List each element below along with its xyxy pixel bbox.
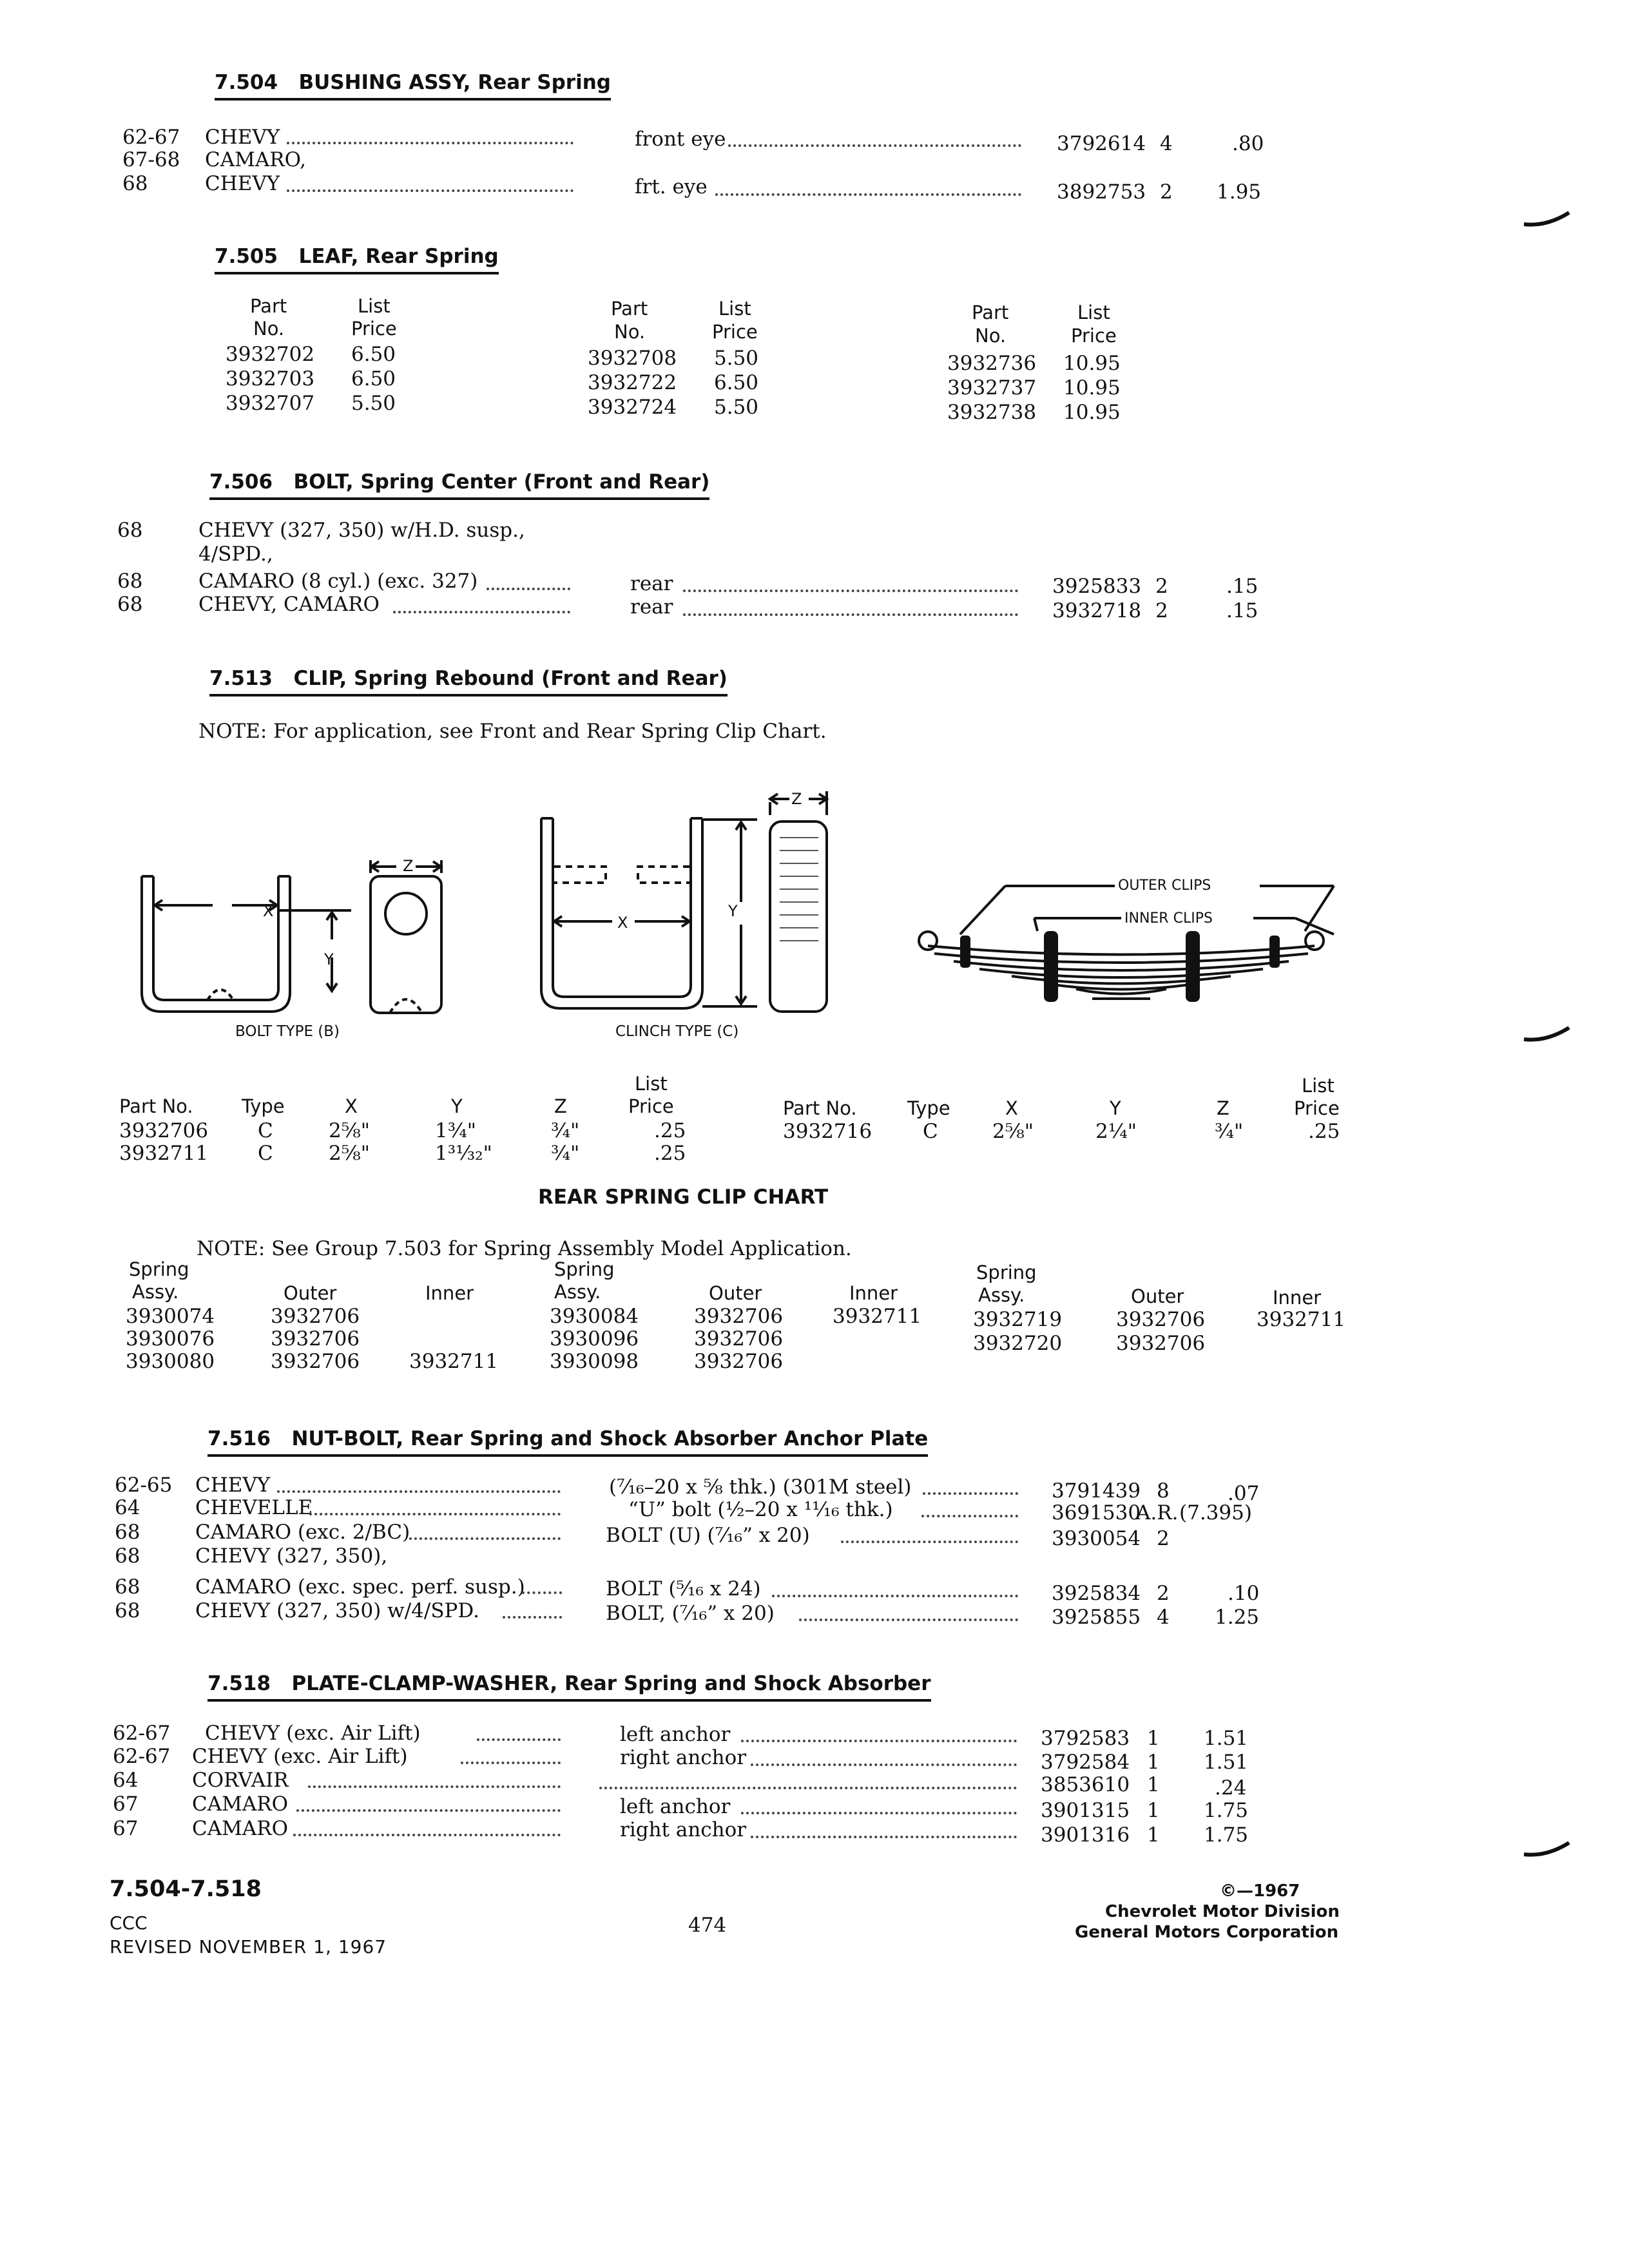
row-desc: “U” bolt (½–20 x ¹¹⁄₁₆ thk.)	[628, 1498, 893, 1521]
row-part: 3792584	[1041, 1751, 1130, 1774]
clip-z: ¾"	[551, 1119, 580, 1142]
fig-x-label: X	[617, 914, 628, 932]
row-qty: 1	[1147, 1773, 1160, 1796]
row-qty: 2	[1155, 575, 1168, 598]
col-head-outer: Outer	[709, 1282, 762, 1304]
outer-clips-label: OUTER CLIPS	[1118, 878, 1211, 894]
clip-x: 2⅝"	[329, 1119, 371, 1142]
row-qty: 2	[1157, 1527, 1170, 1550]
row-desc: BOLT (U) (⁷⁄₁₆” x 20)	[606, 1524, 810, 1547]
leaf-part: 3932738	[947, 401, 1037, 424]
row-model: CAMARO (exc. 2/BC)	[195, 1521, 410, 1544]
row-price: 1.51	[1204, 1751, 1249, 1774]
footer-section-range: 7.504-7.518	[110, 1876, 262, 1902]
margin-mark	[1521, 1021, 1572, 1047]
row-qty: 1	[1147, 1799, 1160, 1822]
row-price: 1.51	[1204, 1727, 1249, 1750]
row-part: 3901316	[1041, 1823, 1130, 1847]
clip-price: .25	[1308, 1120, 1340, 1143]
col-head-inner: Inner	[849, 1282, 898, 1304]
col-head-z: Z	[554, 1095, 567, 1117]
clip-chart-title: REAR SPRING CLIP CHART	[538, 1186, 829, 1209]
section-number: 7.504	[215, 71, 278, 94]
section-title: CLIP, Spring Rebound (Front and Rear)	[293, 667, 728, 690]
row-year: 67-68	[122, 148, 180, 171]
footer-corporation: General Motors Corporation	[1075, 1923, 1339, 1942]
row-desc: BOLT (⁵⁄₁₆ x 24)	[606, 1577, 761, 1600]
row-price: .07	[1228, 1482, 1260, 1505]
clip-z: ¾"	[551, 1142, 580, 1165]
section-header-7505	[215, 245, 499, 274]
row-model: CHEVY (327, 350) w/H.D. susp.,	[198, 519, 525, 542]
col-head-y: Y	[1110, 1097, 1121, 1119]
col-head-part: Part No.	[119, 1095, 193, 1117]
leaf-part: 3932707	[226, 392, 315, 415]
chart-outer: 3932706	[271, 1305, 360, 1328]
col-head-list: List	[718, 298, 751, 320]
col-head-no: No.	[614, 321, 646, 343]
fig-y-label: Y	[324, 950, 334, 968]
clinch-type-caption: CLINCH TYPE (C)	[615, 1023, 739, 1040]
row-price: 1.25	[1215, 1606, 1260, 1629]
row-model: CHEVY (exc. Air Lift)	[192, 1745, 408, 1768]
leaf-part: 3932708	[588, 347, 677, 370]
row-part: 3853610	[1041, 1773, 1130, 1796]
chart-assy: 3930096	[550, 1327, 639, 1350]
clip-part: 3932711	[119, 1142, 209, 1165]
row-part: 3901315	[1041, 1799, 1130, 1822]
chart-inner: 3932711	[1257, 1308, 1346, 1331]
row-desc: rear	[630, 595, 673, 619]
section-number: 7.518	[207, 1672, 271, 1695]
bolt-type-clip-diagram	[142, 860, 441, 1013]
col-head-type: Type	[907, 1097, 950, 1119]
section-title: NUT-BOLT, Rear Spring and Shock Absorber Anchor Plate	[291, 1427, 929, 1450]
row-price: (7.395)	[1179, 1501, 1252, 1524]
col-head-assy: Assy.	[132, 1281, 179, 1303]
col-head-price: Price	[1071, 325, 1117, 347]
col-head-outer: Outer	[1131, 1285, 1184, 1307]
row-part: 3925833	[1052, 575, 1142, 598]
row-year: 68	[115, 1544, 140, 1568]
row-year: 67	[113, 1792, 139, 1816]
row-year: 68	[115, 1521, 140, 1544]
chart-outer: 3932706	[1116, 1308, 1206, 1331]
row-year: 64	[115, 1496, 140, 1519]
row-desc: left anchor	[620, 1795, 731, 1818]
row-part: 3932718	[1052, 599, 1142, 622]
col-head-spring: Spring	[129, 1258, 189, 1280]
col-head-list: List	[635, 1073, 668, 1095]
clip-y: 2¼"	[1095, 1120, 1137, 1143]
col-head-part: Part	[972, 302, 1009, 323]
col-head-list: List	[358, 295, 390, 317]
col-head-x: X	[1005, 1097, 1018, 1119]
col-head-list: List	[1302, 1075, 1335, 1097]
row-price: .15	[1226, 575, 1258, 598]
row-desc: right anchor	[620, 1818, 747, 1841]
row-part: 3791439	[1052, 1479, 1141, 1503]
fig-x-label: X	[263, 902, 274, 920]
row-qty: 2	[1157, 1582, 1170, 1605]
row-part: 3792583	[1041, 1727, 1130, 1750]
clip-y: 1¾"	[435, 1119, 477, 1142]
fig-z-label: Z	[791, 790, 802, 808]
chart-outer: 3932706	[1116, 1332, 1206, 1355]
row-qty: 4	[1157, 1606, 1170, 1629]
row-part: 3691530	[1052, 1501, 1141, 1524]
page-number: 474	[688, 1914, 727, 1937]
bolt-type-caption: BOLT TYPE (B)	[235, 1023, 340, 1040]
row-qty: 8	[1157, 1479, 1170, 1503]
row-year: 68	[117, 570, 143, 593]
clip-part: 3932706	[119, 1119, 209, 1142]
clip-type: C	[258, 1142, 273, 1165]
clip-x: 2⅝"	[992, 1120, 1034, 1143]
section-number: 7.516	[207, 1427, 271, 1450]
row-part: 3925834	[1052, 1582, 1141, 1605]
col-head-y: Y	[451, 1095, 463, 1117]
row-year: 62-65	[115, 1474, 173, 1497]
section-header-7504	[215, 71, 611, 101]
row-qty: 1	[1147, 1823, 1160, 1847]
clip-type: C	[923, 1120, 938, 1143]
row-part: 3792614	[1057, 132, 1146, 155]
leaf-part: 3932722	[588, 371, 677, 394]
fig-z-label: Z	[403, 857, 414, 875]
chart-outer: 3932706	[271, 1327, 360, 1350]
chart-assy: 3932719	[973, 1308, 1063, 1331]
row-desc: right anchor	[620, 1746, 747, 1769]
chart-assy: 3930076	[126, 1327, 215, 1350]
col-head-spring: Spring	[554, 1258, 615, 1280]
section-number: 7.505	[215, 245, 278, 268]
col-head-no: No.	[975, 325, 1007, 347]
footer-ccc: CCC	[110, 1912, 148, 1934]
clip-chart-note: NOTE: See Group 7.503 for Spring Assembly Model Application.	[197, 1237, 852, 1260]
leaf-price: 6.50	[714, 371, 759, 394]
row-model: CHEVY, CAMARO	[198, 593, 380, 616]
row-part: 3930054	[1052, 1527, 1141, 1550]
row-desc: front eye	[635, 128, 726, 151]
col-head-no: No.	[253, 318, 285, 340]
application-note: NOTE: For application, see Front and Rear Spring Clip Chart.	[198, 720, 827, 743]
col-head-type: Type	[242, 1095, 285, 1117]
row-desc: (⁷⁄₁₆–20 x ⅝ thk.) (301M steel)	[609, 1475, 912, 1499]
row-qty: 1	[1147, 1751, 1160, 1774]
col-head-part: Part	[611, 298, 648, 320]
col-head-price: Price	[628, 1095, 674, 1117]
row-year: 62-67	[113, 1745, 171, 1768]
row-year: 68	[117, 593, 143, 616]
chart-outer: 3932706	[694, 1327, 784, 1350]
clip-price: .25	[654, 1119, 686, 1142]
row-desc: BOLT, (⁷⁄₁₆” x 20)	[606, 1602, 775, 1625]
row-qty: 4	[1160, 132, 1173, 155]
row-model: CHEVELLE	[195, 1496, 313, 1519]
col-head-z: Z	[1217, 1097, 1229, 1119]
row-year: 62-67	[122, 126, 180, 149]
row-year: 67	[113, 1817, 139, 1840]
leaf-price: 5.50	[714, 347, 759, 370]
section-title: PLATE-CLAMP-WASHER, Rear Spring and Shock Absorber	[291, 1672, 931, 1695]
clip-x: 2⅝"	[329, 1142, 371, 1165]
col-head-inner: Inner	[425, 1282, 474, 1304]
leaf-price: 10.95	[1063, 401, 1121, 424]
chart-inner: 3932711	[409, 1350, 499, 1373]
row-price: 1.95	[1217, 180, 1262, 204]
footer-division: Chevrolet Motor Division	[1105, 1902, 1340, 1921]
col-head-spring: Spring	[976, 1262, 1037, 1283]
row-model: CAMARO (exc. spec. perf. susp.)	[195, 1575, 525, 1599]
chart-assy: 3930084	[550, 1305, 639, 1328]
spring-clip-figures	[129, 767, 1547, 1050]
section-header-7518	[207, 1672, 931, 1702]
chart-assy: 3930074	[126, 1305, 215, 1328]
col-head-part: Part No.	[783, 1097, 857, 1119]
row-model: CAMARO	[192, 1817, 288, 1840]
margin-mark	[1521, 1836, 1572, 1862]
row-part: 3925855	[1052, 1606, 1141, 1629]
row-price: .15	[1226, 599, 1258, 622]
row-model: CORVAIR	[192, 1769, 289, 1792]
section-title: LEAF, Rear Spring	[298, 245, 499, 268]
row-price: .80	[1232, 132, 1264, 155]
section-number: 7.506	[209, 470, 273, 494]
row-year: 68	[115, 1599, 140, 1622]
row-model: CHEVY (327, 350) w/4/SPD.	[195, 1599, 480, 1622]
row-model: CHEVY	[205, 126, 280, 149]
row-model: CHEVY	[205, 172, 280, 195]
inner-clips-label: INNER CLIPS	[1124, 910, 1213, 927]
chart-assy: 3930098	[550, 1350, 639, 1373]
clip-part: 3932716	[783, 1120, 872, 1143]
col-head-part: Part	[250, 295, 287, 317]
row-qty: 2	[1160, 180, 1173, 204]
row-year: 64	[113, 1769, 139, 1792]
row-model: CHEVY (exc. Air Lift)	[205, 1722, 421, 1745]
row-model: CAMARO (8 cyl.) (exc. 327)	[198, 570, 478, 593]
leaf-part: 3932702	[226, 343, 315, 366]
row-year: 68	[122, 172, 148, 195]
leaf-price: 6.50	[351, 343, 396, 366]
chart-assy: 3932720	[973, 1332, 1063, 1355]
row-desc: frt. eye	[635, 175, 708, 198]
row-model: CHEVY	[195, 1474, 271, 1497]
row-price: .10	[1228, 1582, 1260, 1605]
leaf-price: 10.95	[1063, 376, 1121, 399]
section-title: BUSHING ASSY, Rear Spring	[298, 71, 611, 94]
row-price: 1.75	[1204, 1823, 1249, 1847]
row-desc: left anchor	[620, 1723, 731, 1746]
footer-copyright: ©—1967	[1220, 1881, 1300, 1901]
row-part: 3892753	[1057, 180, 1146, 204]
col-head-price: Price	[1294, 1097, 1340, 1119]
section-number: 7.513	[209, 667, 273, 690]
clip-price: .25	[654, 1142, 686, 1165]
row-year: 62-67	[113, 1722, 171, 1745]
clip-z: ¾"	[1215, 1120, 1244, 1143]
fig-y-label: Y	[728, 902, 738, 920]
row-qty: A.R.	[1136, 1501, 1179, 1524]
leaf-part: 3932736	[947, 352, 1037, 375]
chart-outer: 3932706	[271, 1350, 360, 1373]
leaf-price: 5.50	[351, 392, 396, 415]
section-title: BOLT, Spring Center (Front and Rear)	[293, 470, 710, 494]
col-head-x: X	[345, 1095, 358, 1117]
clip-type: C	[258, 1119, 273, 1142]
row-price: 1.75	[1204, 1799, 1249, 1822]
leaf-part: 3932737	[947, 376, 1037, 399]
row-model: 4/SPD.,	[198, 543, 273, 566]
chart-outer: 3932706	[694, 1350, 784, 1373]
row-desc: rear	[630, 572, 673, 595]
row-model: CHEVY (327, 350),	[195, 1544, 388, 1568]
section-header-7506	[209, 470, 709, 500]
col-head-price: Price	[712, 321, 758, 343]
chart-inner: 3932711	[833, 1305, 922, 1328]
col-head-assy: Assy.	[554, 1281, 601, 1303]
footer-revised: REVISED NOVEMBER 1, 1967	[110, 1936, 387, 1957]
leaf-price: 5.50	[714, 396, 759, 419]
clip-y: 1³¹⁄₃₂"	[435, 1142, 492, 1165]
row-qty: 2	[1155, 599, 1168, 622]
leaf-price: 6.50	[351, 367, 396, 390]
section-header-7516	[207, 1427, 928, 1457]
chart-assy: 3930080	[126, 1350, 215, 1373]
row-year: 68	[117, 519, 143, 542]
row-year: 68	[115, 1575, 140, 1599]
leaf-part: 3932724	[588, 396, 677, 419]
section-header-7513	[209, 667, 728, 697]
col-head-price: Price	[351, 318, 397, 340]
leaf-price: 10.95	[1063, 352, 1121, 375]
col-head-assy: Assy.	[978, 1284, 1025, 1306]
row-price: .24	[1215, 1776, 1247, 1800]
margin-mark	[1521, 206, 1572, 232]
col-head-inner: Inner	[1273, 1287, 1322, 1309]
leaf-hatching	[780, 838, 818, 941]
row-model: CAMARO,	[205, 148, 307, 171]
col-head-list: List	[1077, 302, 1110, 323]
row-qty: 1	[1147, 1727, 1160, 1750]
col-head-outer: Outer	[284, 1282, 337, 1304]
row-model: CAMARO	[192, 1792, 288, 1816]
leaf-part: 3932703	[226, 367, 315, 390]
chart-outer: 3932706	[694, 1305, 784, 1328]
